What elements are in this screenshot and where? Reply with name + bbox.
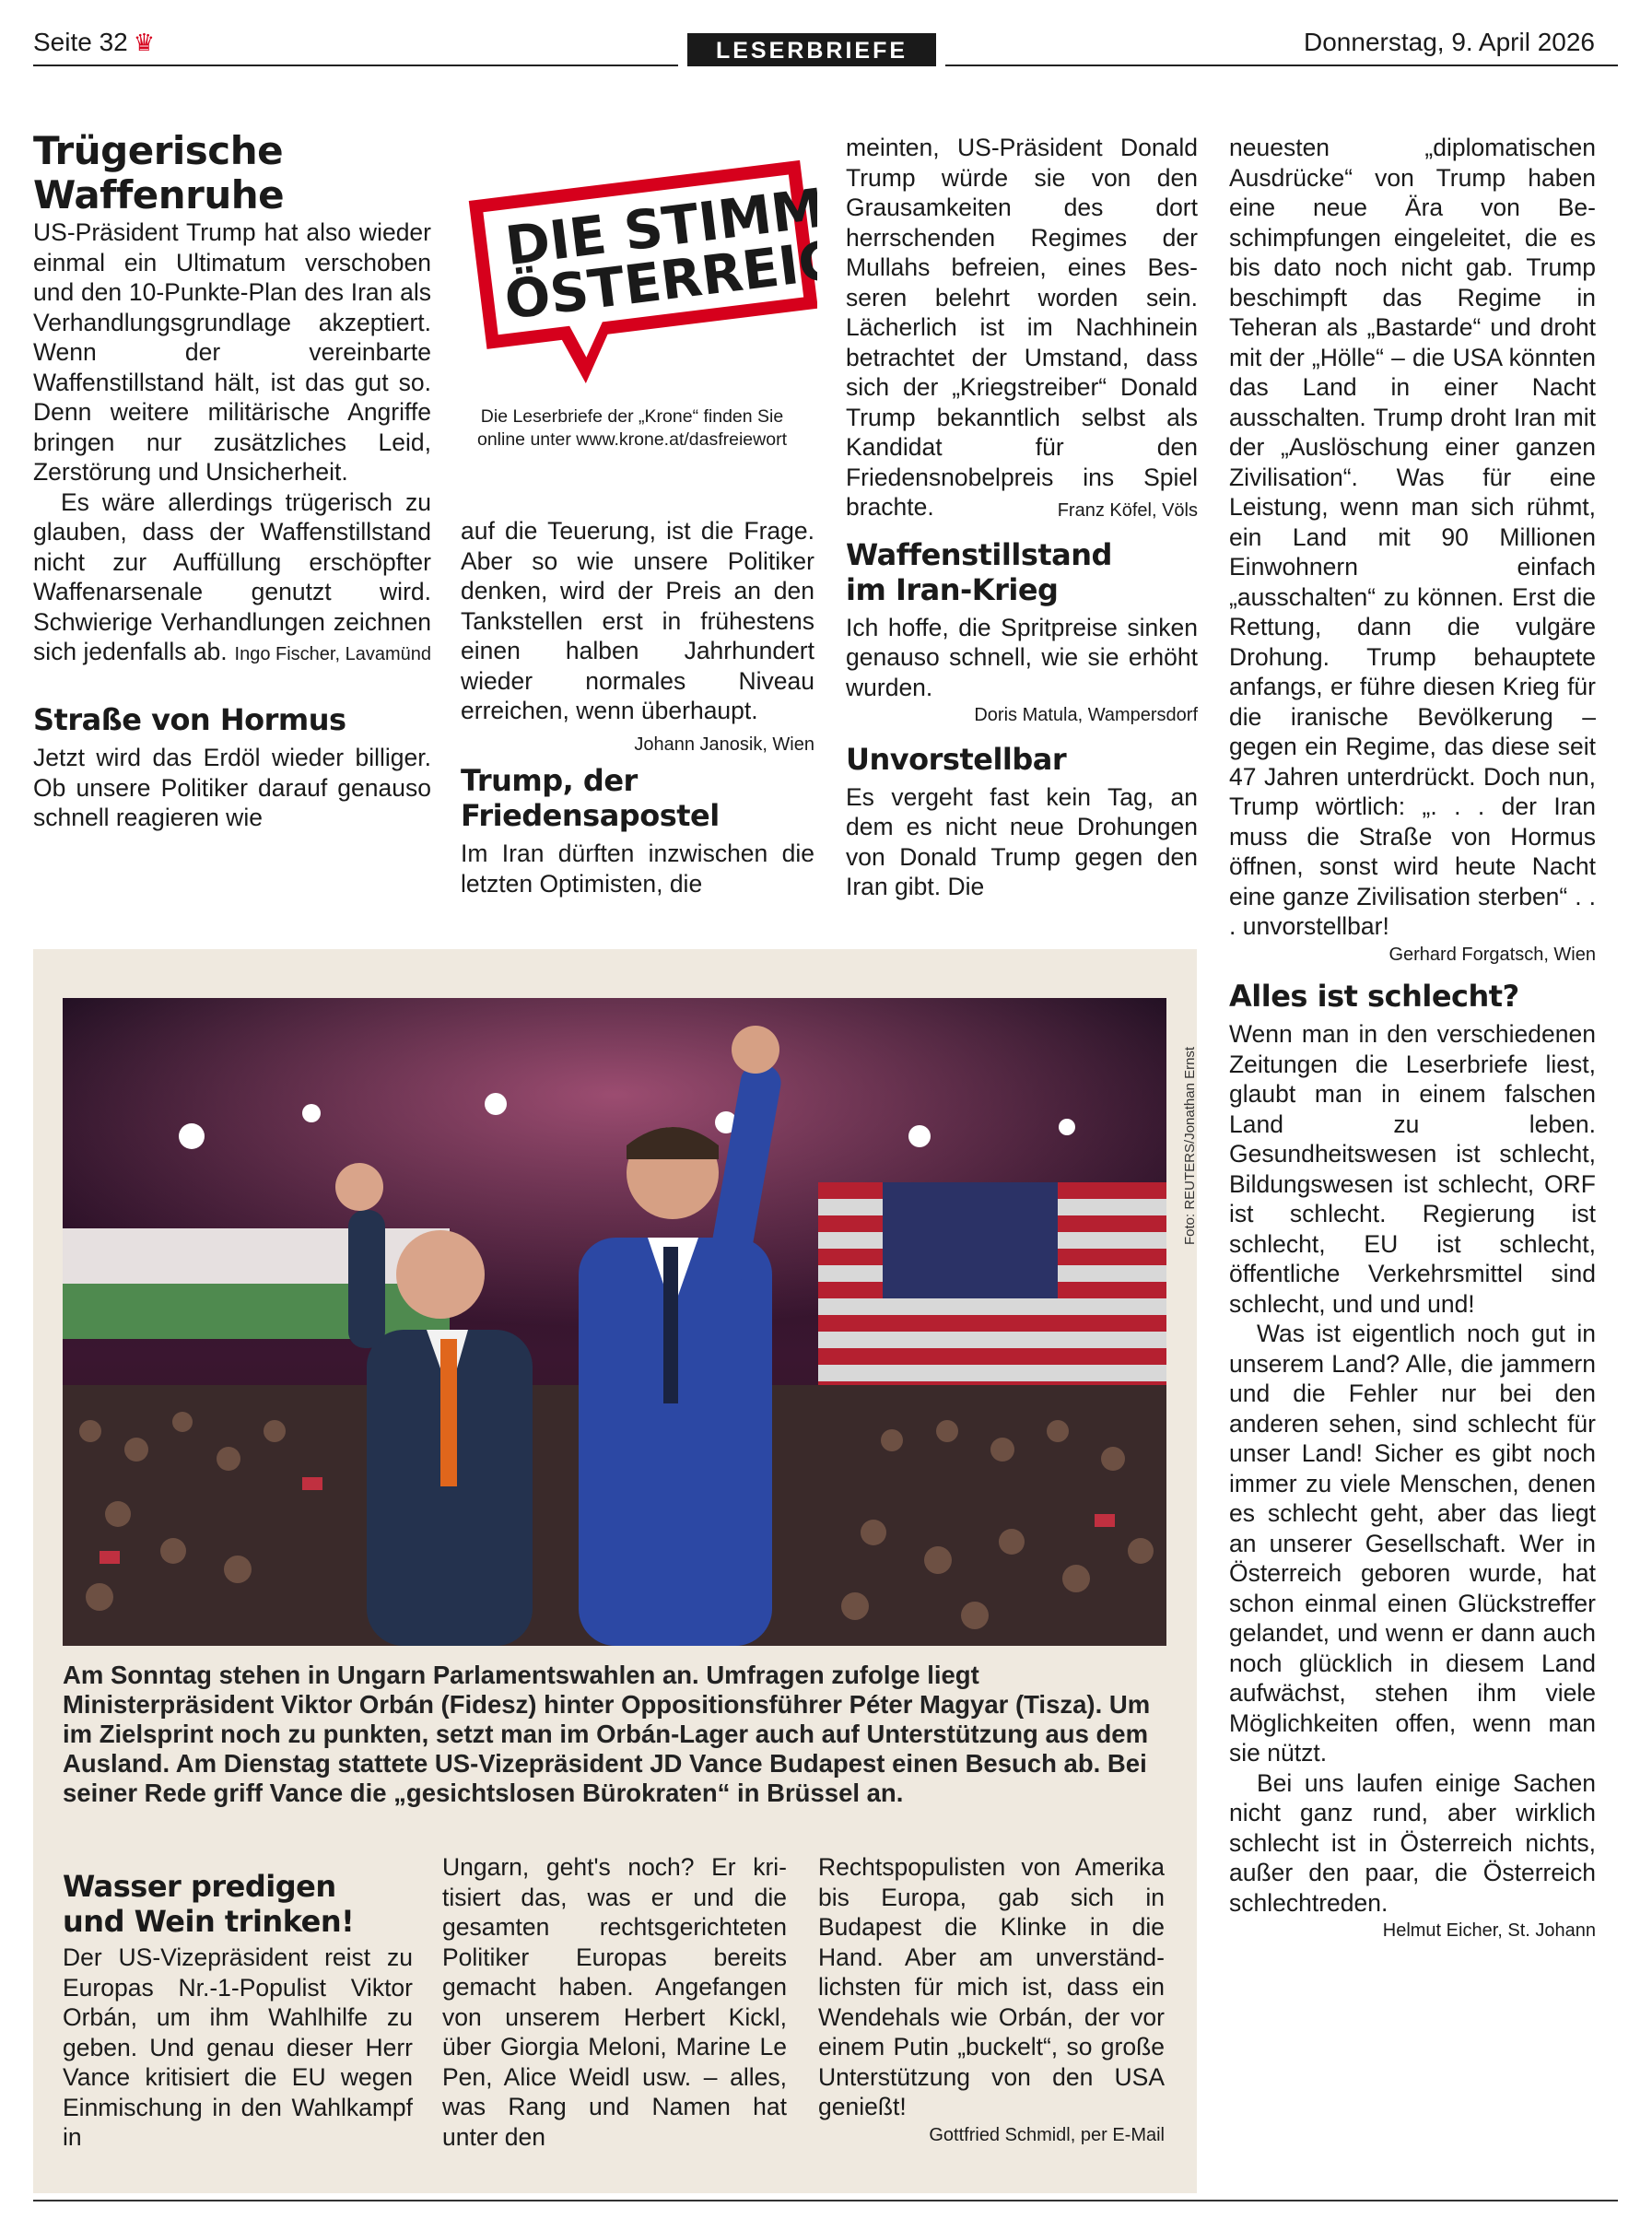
headline-hormus: Straße von Hormus: [33, 702, 346, 737]
letter-paragraph: Es wäre allerdings trügerisch zu glauben, dass der Waffenstillstand nicht zur Auffüllung erschöpfter Waffenarsenale genutzt wird. Schwierige Verhandlungen zeichnen sich jedenfalls ab.: [33, 487, 431, 665]
logo-note-line: Die Leserbriefe der „Krone“ finden Sie: [480, 406, 784, 427]
logo-line-1: DIE STIMME: [501, 171, 817, 278]
logo-note-line: online unter www.krone.at/dasfreiewort: [476, 429, 787, 450]
headline-unvorstellbar: Unvorstellbar: [846, 741, 1067, 777]
headline-alles-schlecht: Alles ist schlecht?: [1229, 979, 1519, 1014]
headline-line: Friedensapostel: [461, 798, 720, 833]
author-signature: Johann Janosik, Wien: [634, 734, 814, 755]
headline-line: Waffenruhe: [33, 172, 285, 217]
logo-note: [459, 405, 805, 452]
author-signature: Doris Matula, Wampersdorf: [974, 705, 1198, 725]
headline-line: Wasser predigen: [63, 1869, 336, 1904]
letter-paragraph: Wenn man in den verschiedenen Zeitungen die Leserbriefe liest, glaubt man in einem falschen Land zu leben. Gesundheitswesen ist schlecht, Bildungswesen ist schlecht, ORF ist schlecht. Regierung ist schlecht, EU ist schlecht, öffentliche Verkehrsmittel sind schlecht, und und und!: [1229, 1020, 1596, 1318]
column-3: [846, 133, 1198, 902]
headline-waffenstillstand: [846, 537, 1198, 607]
bottom-rule: [33, 2200, 1618, 2201]
letter-paragraph: [846, 133, 1198, 522]
bottom-column-2: [442, 1852, 787, 2152]
author-signature: Gerhard Forgatsch, Wien: [1388, 944, 1596, 965]
headline-truegerische: [33, 129, 431, 217]
author-signature: Ingo Fischer, Lavamünd: [234, 643, 431, 664]
bottom-column-3: [818, 1852, 1165, 2150]
rally-photo: [63, 998, 1166, 1646]
page-number: [33, 28, 155, 57]
letter-text: auf die Teuerung, ist die Frage. Aber so wie unsere Politiker denken, wird der Preis an den Tankstellen erst in frühestens einen halben Jahrhundert wieder normales Niveau erreichen, wenn überhaupt.: [461, 517, 814, 724]
die-stimme-oesterreichs-logo: [458, 109, 817, 385]
letter-paragraph: Was ist eigentlich noch gut in unserem Land? Alle, die jammern und die Fehler nur bei den anderen sehen, sind schlecht für unser Land! Sicher es gibt noch immer zu viele Menschen, denen es schlecht geht, aber das liegt an unserer Gesellschaft. Wer in Österreich geboren wurde, hat schon einmal einen Glückstreffer gelandet, und wenn er dann auch noch glücklich in diesem Land aufwächst, stehen ihm viele Möglichkeiten offen, wenn man sie nützt.: [1229, 1320, 1596, 1767]
author-signature: Franz Köfel, Völs: [1057, 500, 1198, 521]
letter-paragraph: US-Präsident Trump hat also wieder einmal ein Ultimatum verschoben und den 10-Punkte-Plan des Iran als Verhandlungsgrundlage akzeptiert. Wenn der vereinbarte Waffenstillstand hält, ist das gut so. Denn weitere militärische Angriffe bringen nur zusätzliches Leid, Zerstörung und Unsicherheit.: [33, 218, 431, 486]
headline-wasser-predigen: [63, 1869, 413, 1939]
section-label: LESERBRIEFE: [687, 33, 936, 66]
author-signature: Gottfried Schmidl, per E-Mail: [929, 2124, 1165, 2145]
letter-paragraph: Bei uns laufen einige Sachen nicht ganz rund, aber wirklich schlecht ist in Österreich nichts, außer den paar, die Österreich schlechtreden.: [1229, 1768, 1596, 1917]
photo-caption: Am Sonntag stehen in Ungarn Parlamentswahlen an. Umfragen zufolge liegt Ministerpräsident Viktor Orbán (Fidesz) hinter Oppositionsführer Péter Magyar (Tisza). Um im Zielsprint noch zu punkten, setzt man im Orbán-Lager auch auf Unterstützung aus dem Ausland. Am Dienstag stattete US-Vizepräsident JD Vance Budapest einen Besuch ab. Bei seiner Rede griff Vance die „gesichtslosen Bürokraten“ in Brüssel an.: [63, 1661, 1151, 1807]
letter-paragraph: Ich hoffe, die Spritpreise sinken genauso schnell, wie sie erhöht wurden.: [846, 613, 1198, 701]
letter-paragraph: Rechtspopulisten von Amerika bis Europa, gab sich in Budapest die Klinke in die Hand. Aber am unverständlichsten für mich ist, dass ein Wendehals wie Orbán, der vor einem Putin „buckelt“, so große Unterstützung von den USA genießt!: [818, 1853, 1165, 2120]
letter-text: meinten, US-Präsident Donald Trump würde sie von den Grausamkeiten des dort herrschenden Regimes der Mullahs befreien, eines Besseren belehrt worden sein. Lächerlich ist im Nachhinein betrachtet der Umstand, dass sich der „Kriegstreiber“ Donald Trump bekanntlich selbst als Kandidat für den Friedensnobelpreis ins Spiel brachte.: [846, 134, 1198, 521]
header-rule-left: [33, 65, 678, 66]
letter-paragraph: [461, 516, 814, 755]
letter-paragraph: Jetzt wird das Erdöl wieder billiger. Ob unsere Politiker darauf genauso schnell reagieren wie: [33, 744, 431, 831]
issue-date: Donnerstag, 9. April 2026: [1304, 28, 1595, 56]
photo-credit-text: Foto: REUTERS/Jonathan Ernst: [1182, 1046, 1198, 1245]
column-1: [33, 129, 431, 833]
headline-line: Trump, der: [461, 763, 638, 798]
crown-icon: ♛: [133, 29, 156, 56]
headline-line: im Iran-Krieg: [846, 571, 1059, 607]
header-rule-right: [945, 65, 1618, 66]
letter-paragraph: neuesten „diplomatischen Ausdrücke“ von Trump haben eine neue Ära von Beschimpfungen eingeleitet, die es bis dato noch nicht gab. Trump beschimpft das Regime in Teheran als „Bastarde“ und droht mit der „Hölle“ – die USA könnten das Land in einer Nacht ausschalten. Trump droht Iran mit der „Auslöschung einer ganzen Zivilisation“. Was für eine Leistung, wenn man sich rühmt, ein Land mit 90 Millionen Einwohnern einfach „ausschalten“ zu können. Erst die Rettung, dann die vulgäre Drohung. Trump behauptete anfangs, er führe diesen Krieg für die iranische Bevölkerung – gegen ein Regime, das diese seit 47 Jahren unterdrückt. Doch nun, Trump wörtlich: „. . . der Iran muss die Straße von Hormus öffnen, sonst wird heute Nacht eine ganze Zivilisation sterben“ . . . unvorstellbar!: [1229, 134, 1596, 940]
headline-line: Waffenstillstand: [846, 536, 1112, 572]
headline-line: und Wein trinken!: [63, 1904, 355, 1939]
headline-friedensapostel: [461, 763, 814, 833]
author-signature: Helmut Eicher, St. Johann: [1382, 1920, 1596, 1941]
photo-credit: [1179, 1000, 1200, 1249]
page-number-text: Seite 32: [33, 28, 128, 56]
letter-paragraph: Der US-Vizepräsident reist zu Europas Nr.-1-Populist Viktor Orbán, um ihm Wahlhilfe zu geben. Und genau dieser Herr Vance kritisiert die EU wegen Einmischung in den Wahlkampf in: [63, 1943, 413, 2151]
headline-line: Trügerische: [33, 128, 284, 173]
letter-paragraph: Ungarn, geht's noch? Er kritisiert das, was er und die gesamten rechtsgerichteten Politiker Europas bereits gemacht haben. Angefangen von unserem Herbert Kickl, über Giorgia Meloni, Marine Le Pen, Alice Weidl usw. – alles, was Rang und Namen hat unter den: [442, 1853, 787, 2151]
column-4: [1229, 133, 1596, 1946]
logo-line-2: ÖSTERREICHS: [501, 217, 817, 332]
letter-paragraph: Im Iran dürften inzwischen die letzten Optimisten, die: [461, 839, 814, 898]
letter-paragraph: Es vergeht fast kein Tag, an dem es nicht neue Drohungen von Donald Trump gegen den Iran gibt. Die: [846, 782, 1198, 900]
column-2: [461, 516, 814, 898]
bottom-column-1: [63, 1869, 413, 2153]
